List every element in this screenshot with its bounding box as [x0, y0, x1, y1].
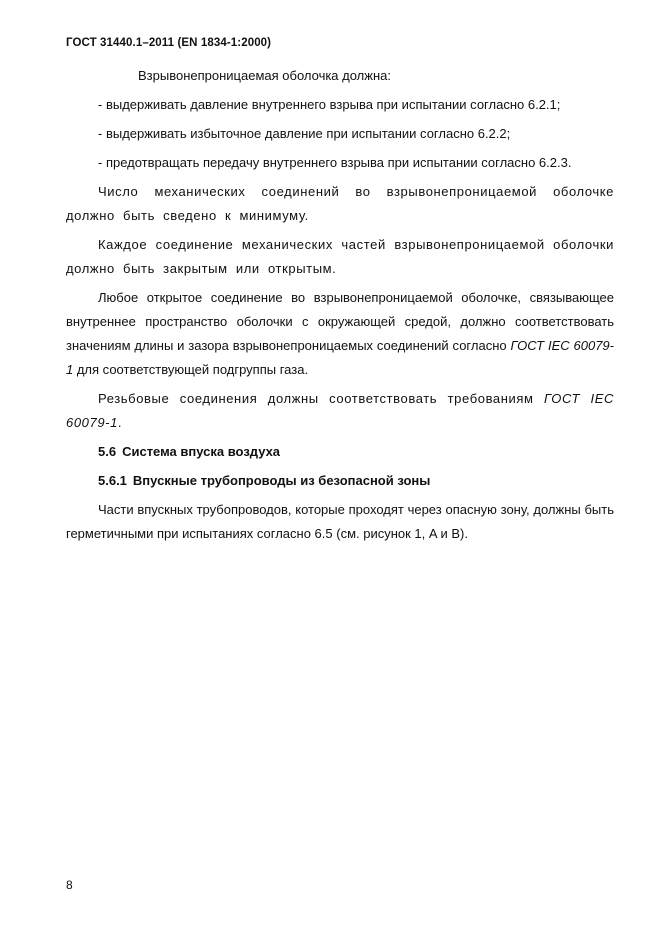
list-item: - предотвращать передачу внутреннего взрыва при испытании согласно 6.2.3.: [98, 155, 572, 170]
para-text: .: [117, 415, 123, 430]
paragraph-joints-type: Каждое соединение механических частей взрывонепроницаемой оболочки должно быть закрытым или открытым.: [66, 237, 614, 276]
list-item: - выдерживать избыточное давление при испытании согласно 6.2.2;: [98, 126, 511, 141]
section-title: Впускные трубопроводы из безопасной зоны: [132, 473, 431, 488]
section-heading-5-6-1: [66, 469, 614, 493]
intro-paragraph: Взрывонепроницаемая оболочка должна:: [138, 68, 391, 83]
paragraph-open-joints: [66, 286, 614, 382]
document-body: [66, 64, 614, 546]
section-number: 5.6: [98, 444, 117, 459]
paragraph-threaded-joints: [66, 387, 614, 435]
section-title: Система впуска воздуха: [122, 444, 281, 459]
section-heading-5-6: [66, 440, 614, 464]
standard-reference: ГОСТ IEC 60079-1: [66, 338, 614, 377]
para-text: для соответствующей подгруппы газа.: [73, 362, 309, 377]
standard-header: ГОСТ 31440.1–2011 (EN 1834-1:2000): [66, 37, 272, 49]
standard-reference: ГОСТ IEC 60079-1: [66, 391, 614, 430]
paragraph-joints-minimum: Число механических соединений во взрывонепроницаемой оболочке должно быть сведено к минимуму.: [66, 184, 614, 223]
para-text: Любое открытое соединение во взрывонепроницаемой оболочке, связывающее внутреннее пространство оболочки с окружающей средой, должно соответствовать значениям длины и зазора взрывонепроницаемых соединений согласно: [66, 290, 614, 353]
para-text: Резьбовые соединения должны соответствовать требованиям: [98, 391, 545, 406]
page-number: 8: [66, 878, 73, 892]
list-item: - выдерживать давление внутреннего взрыва при испытании согласно 6.2.1;: [98, 97, 561, 112]
paragraph-intake-pipes: Части впускных трубопроводов, которые проходят через опасную зону, должны быть герметичными при испытаниях согласно 6.5 (см. рисунок 1, A и B).: [66, 502, 614, 541]
section-number: 5.6.1: [98, 473, 127, 488]
